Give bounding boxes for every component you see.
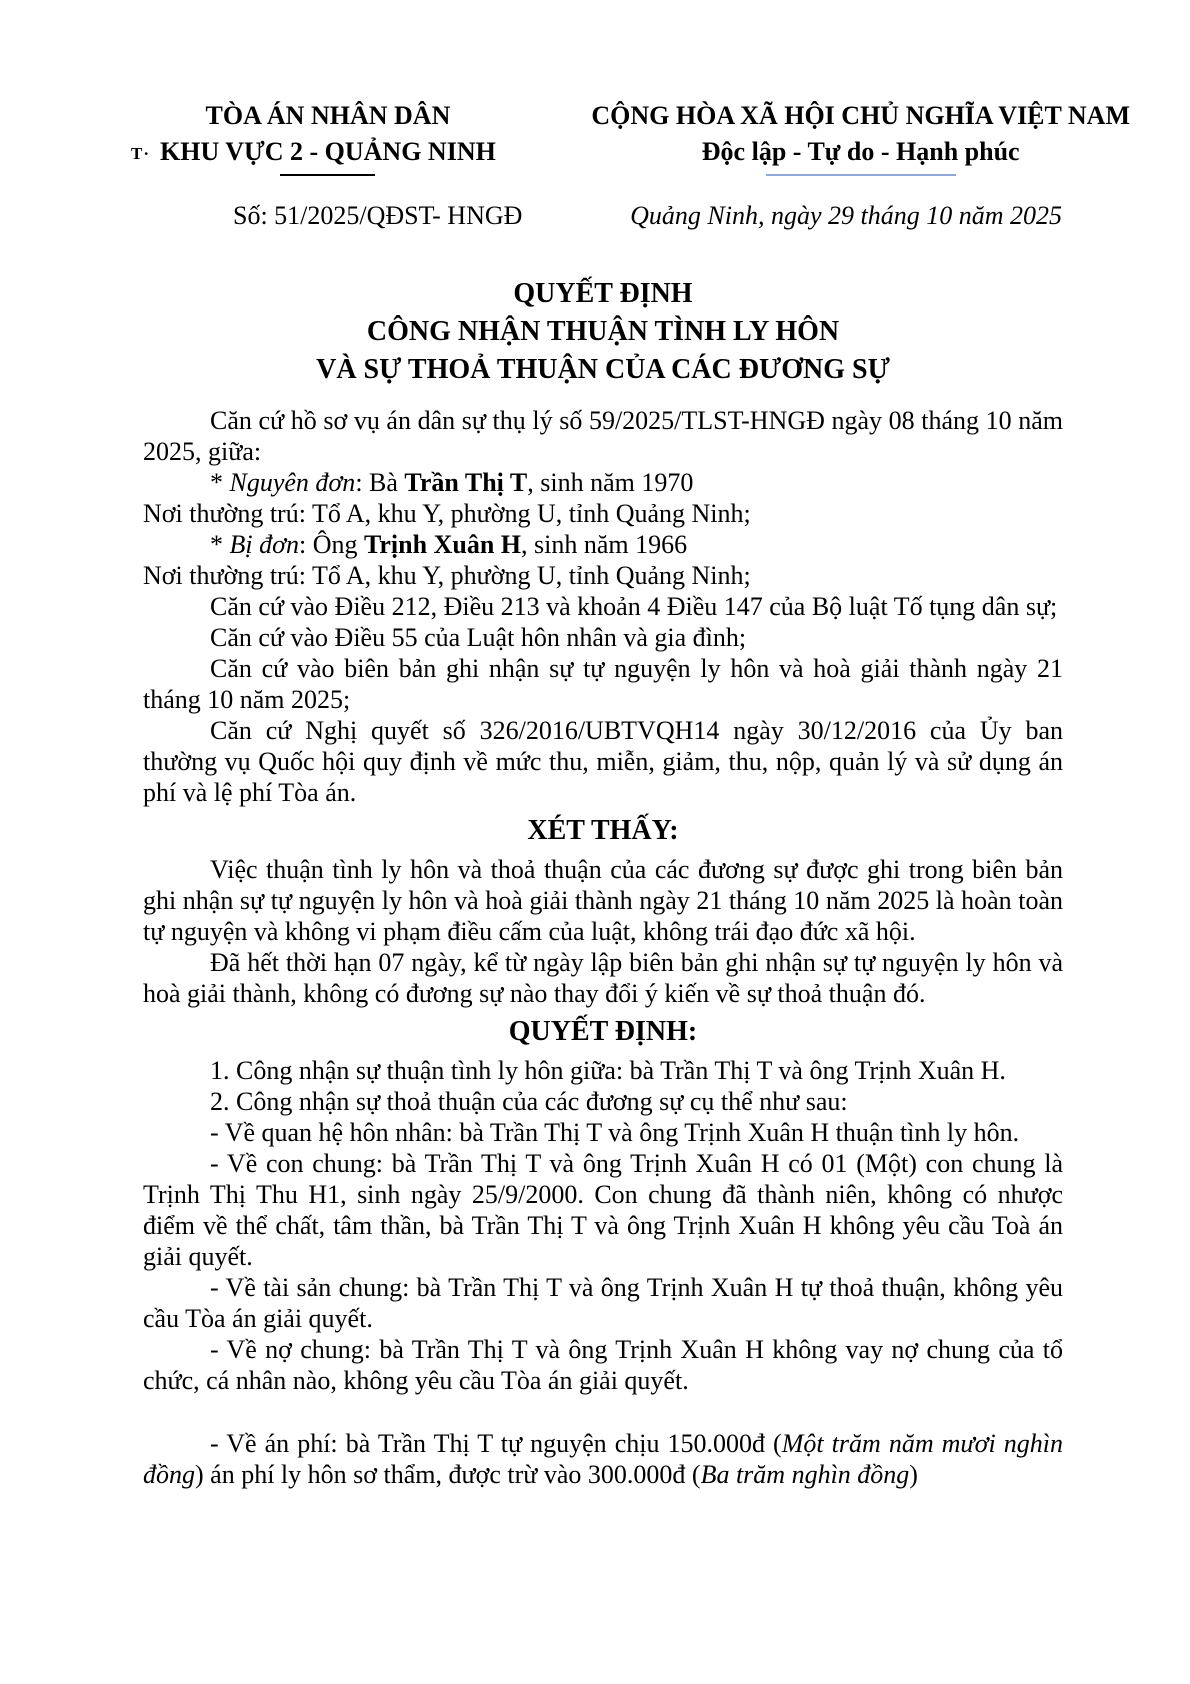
decision-item-1: 1. Công nhận sự thuận tình ly hôn giữa: bà Trần Thị T và ông Trịnh Xuân H. — [210, 1056, 1006, 1085]
defendant-mid-text: : Ông — [298, 530, 364, 559]
decision-debt-item: - Về nợ chung: bà Trần Thị T và ông Trịnh Xuân H không vay nợ chung của tổ chức, cá nhân nào, không yêu cầu Tòa án giải quyết. — [143, 1335, 1063, 1395]
consideration-heading: XÉT THẤY: — [527, 815, 679, 846]
national-motto-line2: Độc lập - Tự do - Hạnh phúc — [701, 137, 1020, 166]
fee-text-2: ) án phí ly hôn sơ thẩm, được trừ vào 300.000đ ( — [195, 1460, 701, 1489]
document-header — [0, 0, 1190, 176]
national-motto-line1: CỘNG HÒA XÃ HỘI CHỦ NGHĨA VIỆT NAM — [591, 101, 1130, 130]
motto-underline — [766, 174, 956, 176]
title-line1: QUYẾT ĐỊNH — [513, 278, 693, 309]
defendant-name: Trịnh Xuân H — [363, 530, 521, 559]
consideration-paragraph-2: Đã hết thời hạn 07 ngày, kể từ ngày lập biên bản ghi nhận sự tự nguyện ly hôn và hoà giải thành, không có đương sự nào thay đổi ý kiến về sự thoả thuận đó. — [143, 948, 1063, 1008]
defendant-address: Nơi thường trú: Tổ A, khu Y, phường U, tỉnh Quảng Ninh; — [143, 561, 751, 590]
case-reference-paragraph: Căn cứ hồ sơ vụ án dân sự thụ lý số 59/2025/TLST-HNGĐ ngày 08 tháng 10 năm 2025, giữa: — [143, 406, 1063, 466]
star-marker: * — [210, 468, 230, 497]
plaintiff-line — [143, 467, 1063, 498]
plaintiff-name: Trần Thị T — [404, 468, 528, 497]
defendant-line — [143, 529, 1063, 560]
legal-basis-2: Căn cứ vào Điều 55 của Luật hôn nhân và gia đình; — [210, 623, 747, 652]
defendant-birth-year: , sinh năm 1966 — [521, 530, 688, 559]
plaintiff-address: Nơi thường trú: Tổ A, khu Y, phường U, tỉnh Quảng Ninh; — [143, 499, 751, 528]
margin-mark: T· — [131, 144, 151, 163]
decision-heading: QUYẾT ĐỊNH: — [508, 1016, 698, 1047]
number-date-row — [0, 176, 1190, 231]
decision-item-2: 2. Công nhận sự thoả thuận của các đương sự cụ thể như sau: — [210, 1087, 848, 1116]
plaintiff-mid-text: : Bà — [355, 468, 405, 497]
fee-amount-words-2: Ba trăm nghìn đồng — [700, 1460, 910, 1489]
court-name-line2: KHU VỰC 2 - QUẢNG NINH — [160, 137, 496, 166]
fee-amount-words-1: Một trăm năm mươi nghìn đồng — [143, 1429, 1063, 1489]
legal-basis-1: Căn cứ vào Điều 212, Điều 213 và khoản 4 Điều 147 của Bộ luật Tố tụng dân sự; — [210, 592, 1058, 621]
document-body — [143, 405, 1063, 1490]
title-line2: CÔNG NHẬN THUẬN TÌNH LY HÔN — [366, 316, 840, 347]
court-underline — [280, 174, 375, 176]
legal-basis-3: Căn cứ vào biên bản ghi nhận sự tự nguyện ly hôn và hoà giải thành ngày 21 tháng 10 năm 2025; — [143, 654, 1063, 714]
title-line3: VÀ SỰ THOẢ THUẬN CỦA CÁC ĐƯƠNG SỰ — [316, 354, 890, 385]
plaintiff-birth-year: , sinh năm 1970 — [527, 468, 694, 497]
title-block — [143, 275, 1063, 389]
decision-marriage-item: - Về quan hệ hôn nhân: bà Trần Thị T và ông Trịnh Xuân H thuận tình ly hôn. — [210, 1118, 1020, 1147]
decision-property-item: - Về tài sản chung: bà Trần Thị T và ông Trịnh Xuân H tự thoả thuận, không yêu cầu Tòa án giải quyết. — [143, 1273, 1063, 1333]
doc-number: Số: 51/2025/QĐST- HNGĐ — [233, 201, 523, 230]
national-header-block — [591, 98, 1130, 176]
legal-basis-4: Căn cứ Nghị quyết số 326/2016/UBTVQH14 ngày 30/12/2016 của Ủy ban thường vụ Quốc hội quy định về mức thu, miễn, giảm, thu, nộp, quản lý và sử dụng án phí và lệ phí Tòa án. — [143, 716, 1063, 807]
defendant-role-label: Bị đơn — [229, 530, 299, 559]
fee-text-1: - Về án phí: bà Trần Thị T tự nguyện chịu 150.000đ ( — [210, 1429, 782, 1458]
place-date: Quảng Ninh, ngày 29 tháng 10 năm 2025 — [630, 201, 1062, 230]
decision-fee-item — [143, 1428, 1063, 1490]
court-name-block — [160, 98, 496, 176]
consideration-paragraph-1: Việc thuận tình ly hôn và thoả thuận của các đương sự được ghi trong biên bản ghi nhận sự tự nguyện ly hôn và hoà giải thành ngày 21 tháng 10 năm 2025 là hoàn toàn tự nguyện và không vi phạm điều cấm của luật, không trái đạo đức xã hội. — [143, 855, 1063, 946]
plaintiff-role-label: Nguyên đơn — [229, 468, 356, 497]
fee-text-3: ) — [909, 1460, 918, 1489]
star-marker: * — [210, 530, 230, 559]
court-name-line1: TÒA ÁN NHÂN DÂN — [205, 101, 451, 130]
decision-children-item: - Về con chung: bà Trần Thị T và ông Trịnh Xuân H có 01 (Một) con chung là Trịnh Thị Thu H1, sinh ngày 25/9/2000. Con chung đã thành niên, không có nhược điểm về thể chất, tâm thần, bà Trần Thị T và ông Trịnh Xuân H không yêu cầu Toà án giải quyết. — [143, 1149, 1063, 1271]
